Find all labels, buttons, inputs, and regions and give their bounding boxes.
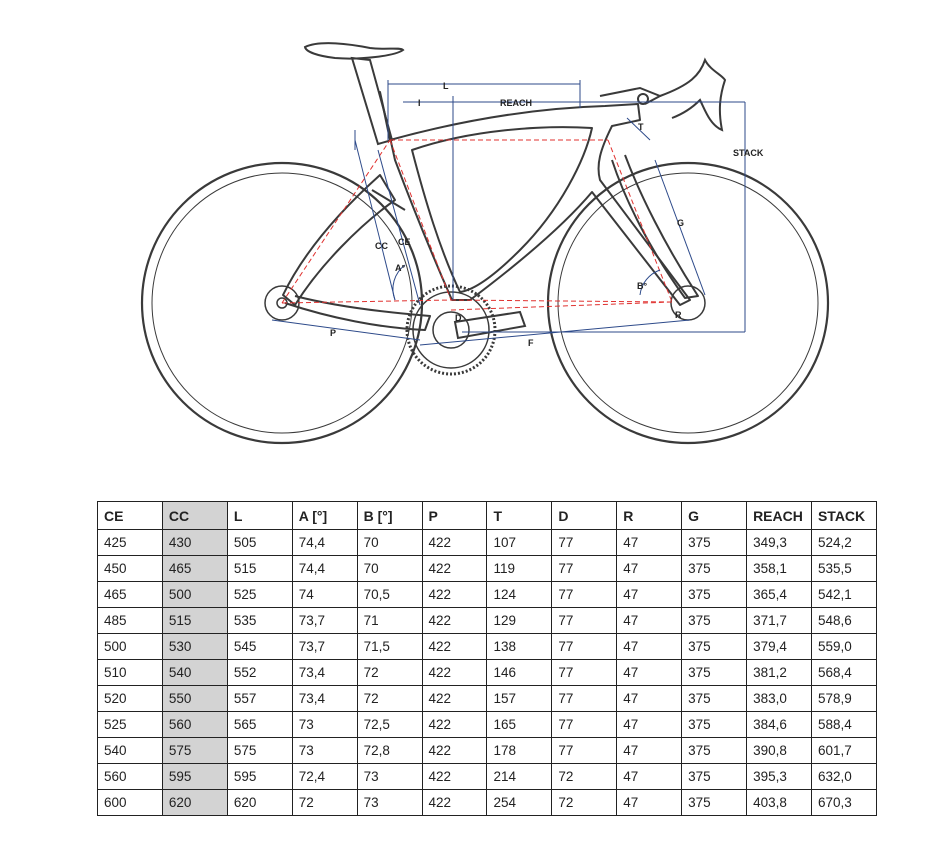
table-cell: 47: [617, 790, 682, 816]
table-cell: 515: [162, 608, 227, 634]
table-cell: 588,4: [811, 712, 876, 738]
table-cell: 422: [422, 608, 487, 634]
table-cell: 77: [552, 556, 617, 582]
table-row: [98, 582, 877, 608]
table-cell: 422: [422, 582, 487, 608]
table-cell: 214: [487, 764, 552, 790]
column-header: CE: [98, 502, 163, 530]
table-cell: 119: [487, 556, 552, 582]
table-cell: 77: [552, 634, 617, 660]
table-cell: 375: [682, 764, 747, 790]
table-cell: 146: [487, 660, 552, 686]
table-cell: 72: [292, 790, 357, 816]
table-cell: 545: [227, 634, 292, 660]
table-cell: 500: [98, 634, 163, 660]
table-cell: 578,9: [811, 686, 876, 712]
table-cell: 72: [552, 790, 617, 816]
column-header: REACH: [747, 502, 812, 530]
table-cell: 422: [422, 712, 487, 738]
table-row: [98, 790, 877, 816]
table-cell: 73,4: [292, 686, 357, 712]
table-cell: 47: [617, 530, 682, 556]
table-cell: 560: [162, 712, 227, 738]
table-cell: 575: [227, 738, 292, 764]
table-cell: 71,5: [357, 634, 422, 660]
table-cell: 422: [422, 530, 487, 556]
table-cell: 465: [98, 582, 163, 608]
table-cell: 138: [487, 634, 552, 660]
table-cell: 254: [487, 790, 552, 816]
label-i: I: [418, 98, 421, 108]
table-cell: 73,7: [292, 608, 357, 634]
table-cell: 375: [682, 712, 747, 738]
table-cell: 595: [162, 764, 227, 790]
table-row: [98, 608, 877, 634]
table-cell: 384,6: [747, 712, 812, 738]
table-cell: 422: [422, 790, 487, 816]
table-cell: 129: [487, 608, 552, 634]
table-cell: 560: [98, 764, 163, 790]
table-cell: 77: [552, 530, 617, 556]
table-cell: 72: [552, 764, 617, 790]
label-cc: CC: [375, 241, 388, 251]
column-header: T: [487, 502, 552, 530]
label-f: F: [528, 338, 534, 348]
table-cell: 70: [357, 530, 422, 556]
label-a: A°: [395, 263, 406, 273]
table-cell: 77: [552, 608, 617, 634]
table-cell: 530: [162, 634, 227, 660]
table-cell: 72: [357, 686, 422, 712]
table-cell: 72,5: [357, 712, 422, 738]
table-cell: 540: [98, 738, 163, 764]
table-cell: 422: [422, 634, 487, 660]
table-cell: 70: [357, 556, 422, 582]
table-cell: 47: [617, 738, 682, 764]
table-cell: 73: [357, 790, 422, 816]
table-row: [98, 556, 877, 582]
table-cell: 540: [162, 660, 227, 686]
table-cell: 390,8: [747, 738, 812, 764]
table-cell: 77: [552, 712, 617, 738]
column-header: D: [552, 502, 617, 530]
table-cell: 47: [617, 634, 682, 660]
table-cell: 71: [357, 608, 422, 634]
table-cell: 620: [227, 790, 292, 816]
table-cell: 524,2: [811, 530, 876, 556]
table-cell: 422: [422, 764, 487, 790]
label-ce: CE: [398, 237, 411, 247]
table-cell: 632,0: [811, 764, 876, 790]
table-cell: 550: [162, 686, 227, 712]
column-header: R: [617, 502, 682, 530]
table-cell: 542,1: [811, 582, 876, 608]
table-cell: 74,4: [292, 530, 357, 556]
label-t: T: [638, 122, 644, 132]
table-cell: 107: [487, 530, 552, 556]
table-row: [98, 686, 877, 712]
stem-and-handlebar: [600, 60, 725, 130]
table-cell: 565: [227, 712, 292, 738]
table-cell: 535: [227, 608, 292, 634]
table-cell: 520: [98, 686, 163, 712]
table-cell: 383,0: [747, 686, 812, 712]
table-cell: 74: [292, 582, 357, 608]
table-cell: 375: [682, 530, 747, 556]
table-cell: 500: [162, 582, 227, 608]
table-row: [98, 738, 877, 764]
label-b: B°: [637, 281, 648, 291]
table-cell: 525: [227, 582, 292, 608]
table-cell: 465: [162, 556, 227, 582]
table-cell: 403,8: [747, 790, 812, 816]
table-cell: 375: [682, 582, 747, 608]
table-cell: 47: [617, 582, 682, 608]
table-cell: 422: [422, 556, 487, 582]
table-cell: 73: [357, 764, 422, 790]
column-header: CC: [162, 502, 227, 530]
table-cell: 47: [617, 660, 682, 686]
table-cell: 600: [98, 790, 163, 816]
table-cell: 422: [422, 686, 487, 712]
label-stack: STACK: [733, 148, 764, 158]
table-cell: 77: [552, 686, 617, 712]
table-body: [98, 530, 877, 816]
table-cell: 178: [487, 738, 552, 764]
table-cell: 375: [682, 686, 747, 712]
table-cell: 371,7: [747, 608, 812, 634]
table-cell: 73: [292, 712, 357, 738]
label-p: P: [330, 328, 337, 338]
table-cell: 47: [617, 686, 682, 712]
column-header: A [°]: [292, 502, 357, 530]
table-cell: 72: [357, 660, 422, 686]
table-cell: 375: [682, 634, 747, 660]
table-cell: 77: [552, 660, 617, 686]
table-cell: 395,3: [747, 764, 812, 790]
table-cell: 510: [98, 660, 163, 686]
column-header: B [°]: [357, 502, 422, 530]
table-cell: 73: [292, 738, 357, 764]
table-cell: 381,2: [747, 660, 812, 686]
table-cell: 375: [682, 790, 747, 816]
table-cell: 375: [682, 608, 747, 634]
table-cell: 601,7: [811, 738, 876, 764]
table-cell: 70,5: [357, 582, 422, 608]
table-row: [98, 712, 877, 738]
table-cell: 77: [552, 738, 617, 764]
table-cell: 77: [552, 582, 617, 608]
table-row: [98, 530, 877, 556]
table-cell: 552: [227, 660, 292, 686]
table-cell: 47: [617, 764, 682, 790]
table-cell: 72,8: [357, 738, 422, 764]
column-header: L: [227, 502, 292, 530]
label-l: L: [443, 81, 449, 91]
table-cell: 72,4: [292, 764, 357, 790]
geometry-table: [97, 501, 877, 816]
label-r: R: [675, 310, 682, 320]
table-row: [98, 634, 877, 660]
table-cell: 559,0: [811, 634, 876, 660]
table-cell: 74,4: [292, 556, 357, 582]
table-cell: 425: [98, 530, 163, 556]
table-cell: 575: [162, 738, 227, 764]
table-cell: 47: [617, 556, 682, 582]
table-cell: 450: [98, 556, 163, 582]
table-cell: 670,3: [811, 790, 876, 816]
column-header: G: [682, 502, 747, 530]
label-d: D: [455, 313, 462, 323]
table-cell: 620: [162, 790, 227, 816]
table-cell: 422: [422, 738, 487, 764]
front-wheel: [548, 163, 828, 443]
table-cell: 422: [422, 660, 487, 686]
table-cell: 548,6: [811, 608, 876, 634]
table-cell: 535,5: [811, 556, 876, 582]
table-cell: 375: [682, 660, 747, 686]
table-cell: 485: [98, 608, 163, 634]
table-row: [98, 764, 877, 790]
table-cell: 124: [487, 582, 552, 608]
table-cell: 165: [487, 712, 552, 738]
table-cell: 365,4: [747, 582, 812, 608]
column-header: P: [422, 502, 487, 530]
table-cell: 349,3: [747, 530, 812, 556]
table-cell: 73,4: [292, 660, 357, 686]
table-row: [98, 660, 877, 686]
table-cell: 157: [487, 686, 552, 712]
table-cell: 595: [227, 764, 292, 790]
table-cell: 47: [617, 712, 682, 738]
table-cell: 568,4: [811, 660, 876, 686]
table-cell: 358,1: [747, 556, 812, 582]
label-g: G: [677, 218, 685, 228]
table-cell: 73,7: [292, 634, 357, 660]
table-cell: 515: [227, 556, 292, 582]
column-header: STACK: [811, 502, 876, 530]
table-cell: 430: [162, 530, 227, 556]
label-reach: REACH: [500, 98, 533, 108]
table-cell: 375: [682, 556, 747, 582]
table-cell: 505: [227, 530, 292, 556]
table-cell: 379,4: [747, 634, 812, 660]
table-cell: 525: [98, 712, 163, 738]
table-header-row: [98, 502, 877, 530]
table-cell: 557: [227, 686, 292, 712]
table-cell: 375: [682, 738, 747, 764]
table-cell: 47: [617, 608, 682, 634]
